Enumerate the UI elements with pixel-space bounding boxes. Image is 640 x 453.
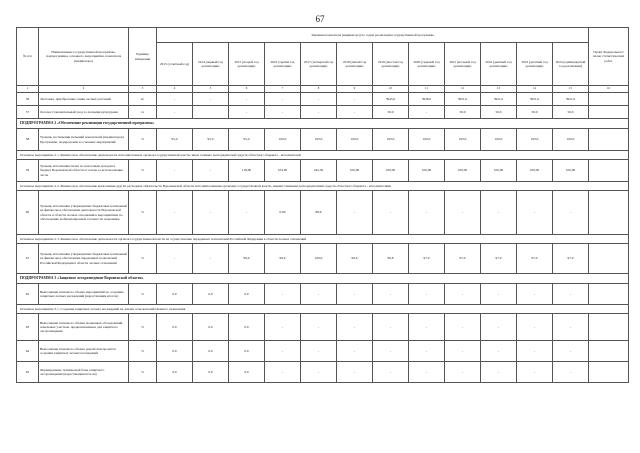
indicator-value: 0,0 <box>157 314 193 341</box>
indicator-value: 0,0 <box>157 284 193 305</box>
indicator-value: - <box>517 314 553 341</box>
header-col-number: 10 <box>373 86 409 93</box>
row-number: 61 <box>17 244 39 274</box>
indicator-value: 242,30 <box>301 160 337 182</box>
header-row-1 <box>17 28 629 43</box>
indicator-plan-item <box>589 93 629 106</box>
table-row <box>17 362 629 383</box>
indicator-value: - <box>337 106 373 119</box>
indicator-name: Формирование технической базы защитного лесоразведения (нарастающим итогом) <box>39 362 129 383</box>
header-col-number: 2 <box>39 86 129 93</box>
row-number: 63 <box>17 314 39 341</box>
header-col-number: 1 <box>17 86 39 93</box>
indicator-value: 3936,0 <box>409 93 445 106</box>
indicator-plan-item <box>589 160 629 182</box>
indicator-value: - <box>517 191 553 235</box>
indicator-value: 97,0 <box>553 244 589 274</box>
indicator-value: - <box>337 191 373 235</box>
indicator-unit: кг <box>129 93 157 106</box>
row-number: 60 <box>17 191 39 235</box>
indicator-value: - <box>409 106 445 119</box>
row-number: 56 <box>17 93 39 106</box>
indicator-value: 100,00 <box>337 160 373 182</box>
indicator-value: 97,0 <box>481 244 517 274</box>
indicator-value: - <box>193 93 229 106</box>
table-row <box>17 284 629 305</box>
header-num: № п/п <box>17 28 39 86</box>
indicator-unit: га <box>129 106 157 119</box>
indicator-value: - <box>193 191 229 235</box>
indicator-value: 0,0 <box>157 362 193 383</box>
indicator-value: 50,0 <box>481 106 517 119</box>
indicator-value: 100,00 <box>481 160 517 182</box>
indicator-value: 97,0 <box>517 244 553 274</box>
indicator-value: - <box>409 314 445 341</box>
table-row <box>17 129 629 151</box>
indicator-name: Уровень достижения значений показателей (индикаторов) Программы, подпрограмм и основных мероприятий <box>39 129 129 151</box>
indicator-value: 99,9 <box>229 244 265 274</box>
indicator-plan-item <box>589 244 629 274</box>
indicator-value: - <box>265 93 301 106</box>
indicator-value: - <box>157 160 193 182</box>
indicator-plan-item <box>589 314 629 341</box>
indicator-value: - <box>445 341 481 362</box>
indicator-value: 100,00 <box>445 160 481 182</box>
indicator-value: 0,00 <box>265 191 301 235</box>
main-measure-title: Основное мероприятие 2.1. Финансовое обеспечение деятельности исполнительных органов государственной власти, иных главных распорядителей средств областного бюджета - исполнителей <box>17 151 629 160</box>
indicator-value: 100,0 <box>445 129 481 151</box>
indicator-value: - <box>409 284 445 305</box>
header-executor: Пункт Федерального плана статистических работ <box>589 28 629 86</box>
indicator-value: 3921,0 <box>553 93 589 106</box>
indicator-value: - <box>265 106 301 119</box>
indicator-value: - <box>337 93 373 106</box>
indicator-value: 100,0 <box>301 244 337 274</box>
indicator-value: 0,0 <box>193 284 229 305</box>
indicator-value: 100,0 <box>409 129 445 151</box>
indicator-value: 0,0 <box>193 362 229 383</box>
section-row <box>17 305 629 314</box>
indicator-name: Заготовка, приобретение семян лесных растений <box>39 93 129 106</box>
section-row <box>17 151 629 160</box>
header-name: Наименование государственной программы, подпрограммы, основного мероприятия, показателя (индикатора) <box>39 28 129 86</box>
indicator-value: - <box>517 284 553 305</box>
indicator-name: Выполнение планового объема мероприятий по созданию защитных лесных насаждений (нарастающим итогом) <box>39 284 129 305</box>
indicator-value: - <box>265 362 301 383</box>
indicator-value: - <box>373 314 409 341</box>
indicator-value: - <box>229 191 265 235</box>
table-row <box>17 244 629 274</box>
indicator-unit: % <box>129 129 157 151</box>
indicator-value: 50,0 <box>517 106 553 119</box>
indicator-value: 0,0 <box>229 341 265 362</box>
indicator-value: - <box>553 284 589 305</box>
indicator-value: - <box>553 191 589 235</box>
header-col-number: 3 <box>129 86 157 93</box>
indicator-value: - <box>337 314 373 341</box>
header-col-number: 13 <box>481 86 517 93</box>
indicator-value: 100,0 <box>517 129 553 151</box>
indicator-plan-item <box>589 362 629 383</box>
indicator-value: 50,0 <box>553 106 589 119</box>
indicator-value: - <box>157 244 193 274</box>
header-year: 2014 (первый год реализации) <box>193 43 229 86</box>
row-number: 64 <box>17 341 39 362</box>
section-row <box>17 119 629 129</box>
indicator-unit: % <box>129 160 157 182</box>
indicator-value: - <box>445 284 481 305</box>
header-col-number: 12 <box>445 86 481 93</box>
indicator-plan-item <box>589 191 629 235</box>
indicator-value: 3945,0 <box>373 93 409 106</box>
indicator-value: - <box>301 93 337 106</box>
indicator-value: - <box>373 341 409 362</box>
subprogram-title: ПОДПРОГРАММА 3 «Защитное лесоразведение Воронежской области» <box>17 274 629 284</box>
header-year: 2020 (седьмой год реализации) <box>409 43 445 86</box>
indicators-table <box>16 27 629 383</box>
indicator-name: Уровень исполнения утвержденных бюджетных назначений на финансовое обеспечение деятельности Воронежской области в области лесных отношений в мероприятиях по обеспечению мобилизационной готовности экономики <box>39 191 129 235</box>
row-number: 62 <box>17 284 39 305</box>
table-row <box>17 341 629 362</box>
row-number: 65 <box>17 362 39 383</box>
indicator-value: - <box>481 362 517 383</box>
indicator-value: 100,0 <box>373 129 409 151</box>
indicator-value: - <box>481 341 517 362</box>
indicator-value: - <box>445 314 481 341</box>
indicator-value: 97,0 <box>409 244 445 274</box>
indicator-value: 0,0 <box>193 314 229 341</box>
indicator-value: 0,0 <box>229 362 265 383</box>
indicator-value: - <box>301 314 337 341</box>
indicator-unit: % <box>129 244 157 274</box>
indicator-value: 95,0 <box>229 129 265 151</box>
indicator-value: 100,0 <box>337 129 373 151</box>
indicator-value: 3921,0 <box>445 93 481 106</box>
header-values-title: Значения показателя (индикатора) по годам реализации государственной программы <box>157 28 589 43</box>
table-row <box>17 93 629 106</box>
header-year: 2016 (третий год реализации) <box>265 43 301 86</box>
indicator-value: - <box>553 314 589 341</box>
main-measure-title: Основное мероприятие 2.3. Финансовое обеспечение деятельности органов государственной власти на осуществление переданных полномочий Российской Федерации в области лесных отношений <box>17 235 629 244</box>
indicator-value: 100,0 <box>481 129 517 151</box>
indicator-value: - <box>481 314 517 341</box>
indicator-value: - <box>193 244 229 274</box>
indicator-value: - <box>517 362 553 383</box>
indicator-value: - <box>517 341 553 362</box>
header-col-number: 4 <box>157 86 193 93</box>
header-year: 2021 (восьмой год реализации) <box>445 43 481 86</box>
indicator-value: 100,0 <box>265 129 301 151</box>
header-year: 2019 (шестой год реализации) <box>373 43 409 86</box>
indicator-value: - <box>553 362 589 383</box>
header-year: 2013 (отчетный год) <box>157 43 193 86</box>
section-row <box>17 274 629 284</box>
indicator-value: 99,6 <box>337 244 373 274</box>
indicator-value: 118,00 <box>229 160 265 182</box>
indicator-value: - <box>157 106 193 119</box>
header-col-number: 16 <box>589 86 629 93</box>
indicator-value: 100,00 <box>517 160 553 182</box>
indicator-unit: % <box>129 284 157 305</box>
indicator-plan-item <box>589 341 629 362</box>
indicator-value: - <box>373 191 409 235</box>
indicator-value: - <box>157 191 193 235</box>
indicator-value: 96,8 <box>373 244 409 274</box>
indicator-plan-item <box>589 284 629 305</box>
header-year: 2015 (второй год реализации) <box>229 43 265 86</box>
table-row <box>17 314 629 341</box>
header-col-number: 14 <box>517 86 553 93</box>
indicator-value: - <box>337 362 373 383</box>
table-row <box>17 191 629 235</box>
header-col-number: 7 <box>265 86 301 93</box>
subprogram-title: ПОДПРОГРАММА 2 «Обеспечение реализации государственной программы» <box>17 119 629 129</box>
indicator-value: 100,00 <box>409 160 445 182</box>
indicator-value: - <box>157 93 193 106</box>
indicator-value: - <box>229 93 265 106</box>
indicator-name: Выполнение планового объема разработки проектов создания защитных лесных насаждений <box>39 341 129 362</box>
header-col-number: 11 <box>409 86 445 93</box>
indicator-value: - <box>265 341 301 362</box>
indicator-value: - <box>193 160 229 182</box>
indicator-value: - <box>265 284 301 305</box>
indicator-value: - <box>409 341 445 362</box>
indicator-value: 0,0 <box>229 314 265 341</box>
header-year: 2017 (четвертый год реализации) <box>301 43 337 86</box>
indicator-plan-item <box>589 129 629 151</box>
indicator-value: - <box>445 191 481 235</box>
indicator-value: 3921,0 <box>481 93 517 106</box>
indicator-plan-item <box>589 106 629 119</box>
indicator-value: - <box>409 191 445 235</box>
header-col-number: 8 <box>301 86 337 93</box>
table-row <box>17 106 629 119</box>
indicator-value: 100,0 <box>301 129 337 151</box>
row-number: 57 <box>17 106 39 119</box>
indicator-value: - <box>337 284 373 305</box>
indicator-value: 95,0 <box>157 129 193 151</box>
indicator-unit: % <box>129 314 157 341</box>
indicator-value: 100,00 <box>553 160 589 182</box>
indicator-value: 99,9 <box>265 244 301 274</box>
indicator-value: - <box>229 106 265 119</box>
indicator-value: - <box>373 362 409 383</box>
indicator-value: - <box>301 341 337 362</box>
header-col-number: 9 <box>337 86 373 93</box>
indicator-value: 0,0 <box>193 341 229 362</box>
header-year: 2023 (десятый год реализации) <box>517 43 553 86</box>
row-number: 59 <box>17 160 39 182</box>
indicator-value: 100,0 <box>553 129 589 151</box>
header-unit: Единица измерения <box>129 28 157 86</box>
indicator-unit: % <box>129 341 157 362</box>
indicator-value: - <box>301 284 337 305</box>
indicator-value: - <box>481 191 517 235</box>
indicator-value: - <box>301 362 337 383</box>
indicator-value: - <box>409 362 445 383</box>
indicator-value: - <box>265 314 301 341</box>
header-year: 2024 (одиннадцатый год реализации) <box>553 43 589 86</box>
table-row <box>17 160 629 182</box>
indicator-value: 0,0 <box>157 341 193 362</box>
indicator-value: 3921,0 <box>517 93 553 106</box>
indicator-value: - <box>301 106 337 119</box>
main-measure-title: Основное мероприятие 2.2. Финансовое обеспечение выполнения других расходных обязательств Воронежской области исполнительными органами государственной власти, иными главными распорядителями средств областного бюджета - исполнителями <box>17 182 629 191</box>
header-col-number: 5 <box>193 86 229 93</box>
header-col-number: 6 <box>229 86 265 93</box>
indicator-value: 50,0 <box>373 106 409 119</box>
section-row <box>17 235 629 244</box>
indicator-value: 50,0 <box>445 106 481 119</box>
indicator-value: 88,6 <box>301 191 337 235</box>
indicator-value: 97,0 <box>445 244 481 274</box>
indicator-value: - <box>553 341 589 362</box>
row-number: 58 <box>17 129 39 151</box>
indicator-value: 0,0 <box>229 284 265 305</box>
indicator-value: - <box>373 284 409 305</box>
indicator-value: - <box>445 362 481 383</box>
header-year: 2018 (пятый год реализации) <box>337 43 373 86</box>
header-year: 2022 (девятый год реализации) <box>481 43 517 86</box>
header-colnum-row <box>17 86 629 93</box>
indicator-value: 100,00 <box>373 160 409 182</box>
indicator-name: Уровень исполнения утвержденных бюджетных назначений на финансовое обеспечение переданных полномочий Российской Федерации в области лесных отношений <box>39 244 129 274</box>
indicator-unit: % <box>129 362 157 383</box>
indicator-name: Лесовосстановительный уход за лесными культурами <box>39 106 129 119</box>
section-row <box>17 182 629 191</box>
indicator-value: - <box>481 284 517 305</box>
main-measure-title: Основное мероприятие 3.1. Создание защитных лесных насаждений на землях сельскохозяйственного назначения <box>17 305 629 314</box>
indicator-unit: % <box>129 191 157 235</box>
indicator-value: - <box>337 341 373 362</box>
header-col-number: 15 <box>553 86 589 93</box>
indicator-name: Уровень исполнения плана по налоговым доходам в бюджет Воронежской области от платы за использование лесов <box>39 160 129 182</box>
page-number: 67 <box>315 14 325 24</box>
indicator-value: 95,0 <box>193 129 229 151</box>
indicator-value <box>193 106 229 119</box>
indicator-value: 103,00 <box>265 160 301 182</box>
indicator-name: Выполнение планового объема почвенных обследований земельных участков, предназначенных для защитного лесоразведения <box>39 314 129 341</box>
